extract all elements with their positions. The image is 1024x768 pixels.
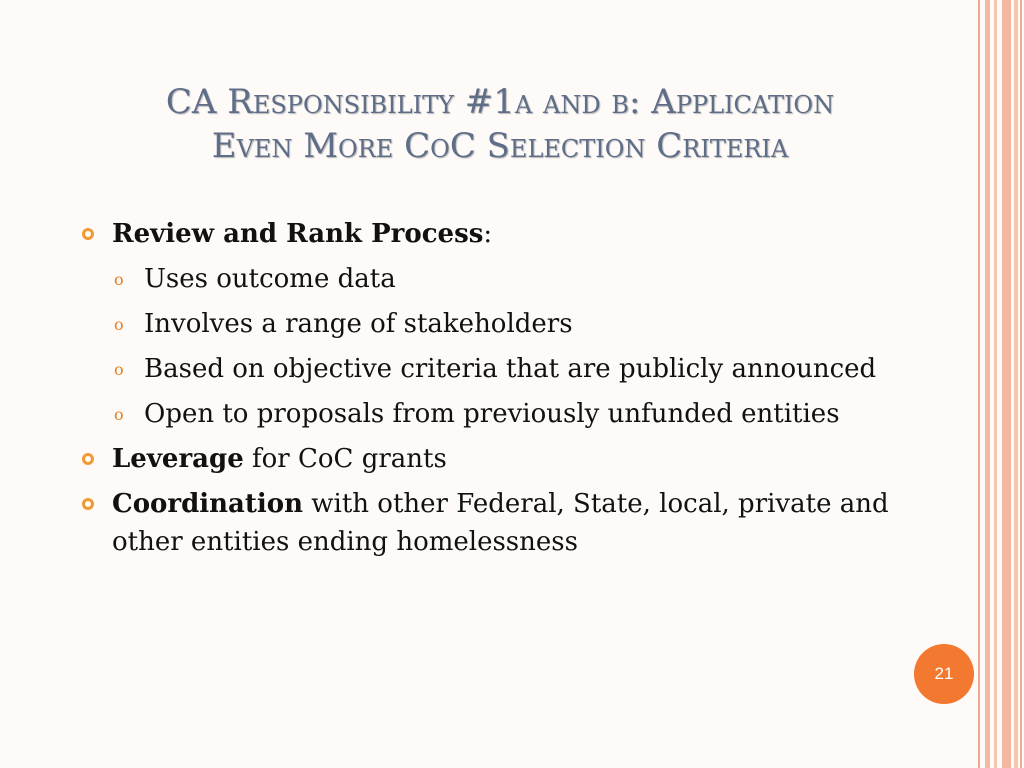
decorative-stripe [1020,0,1022,768]
bullet-bold-text: Coordination [112,489,304,519]
circle-bullet-icon: o [114,270,124,289]
sub-bullet-item [112,395,960,433]
sub-bullet-text: Based on objective criteria that are publicly announced [144,354,877,384]
circle-bullet-icon: o [114,360,124,379]
sub-bullet-text: Uses outcome data [144,264,396,294]
slide-content [80,215,960,561]
decorative-stripe [994,0,997,768]
decorative-stripe [985,0,990,768]
ring-bullet-icon [82,498,94,510]
sub-bullet-item [112,260,960,298]
decorative-stripe [978,0,980,768]
ring-bullet-icon [82,453,94,465]
bullet-bold-text: Review and Rank Process [112,219,484,249]
decorative-stripe [1014,0,1018,768]
bullet-text: with other Federal, State, local, private and other entities ending homelessness [112,489,889,557]
bullet-text: for CoC grants [243,444,447,474]
bullet-text: : [483,219,493,249]
bullet-leverage [80,440,960,478]
bullet-coordination [80,485,960,561]
sub-bullet-text: Involves a range of stakeholders [144,309,573,339]
bullet-bold-text: Leverage [112,444,244,474]
slide-title-line-1: CA Responsibility #1a and b: Application [165,82,835,122]
bullet-review-and-rank [80,215,960,433]
sub-bullet-list [112,260,960,433]
decorative-stripe [1002,0,1011,768]
slide-title [40,80,960,168]
sub-bullet-item [112,305,960,343]
ring-bullet-icon [82,228,94,240]
circle-bullet-icon: o [114,315,124,334]
slide-title-line-2: Even More CoC Selection Criteria [211,126,789,166]
sub-bullet-item [112,350,960,388]
page-number-badge: 21 [914,644,974,704]
circle-bullet-icon: o [114,405,124,424]
sub-bullet-text: Open to proposals from previously unfunded entities [144,399,840,429]
